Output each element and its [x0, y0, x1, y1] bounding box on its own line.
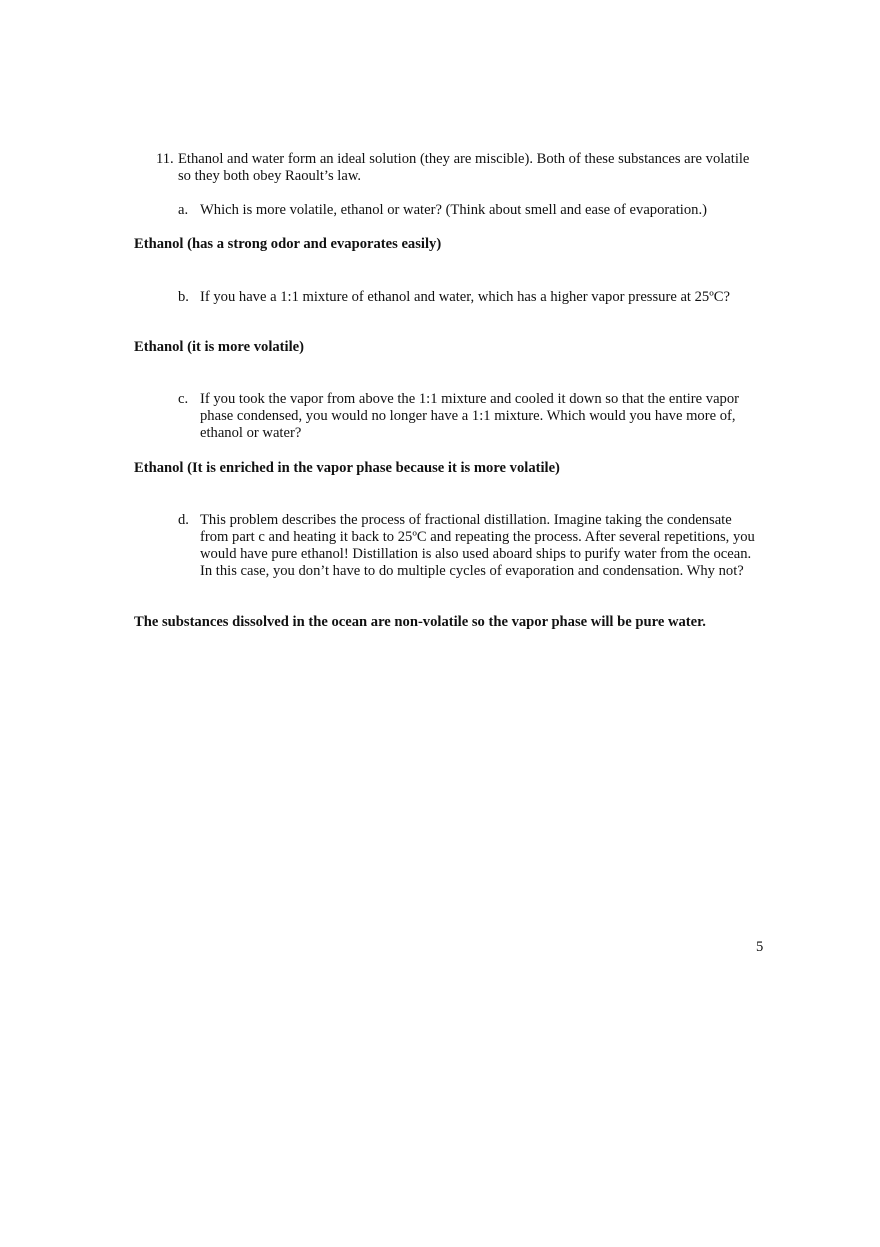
part-b-letter: b.	[178, 289, 189, 305]
part-b-text: If you have a 1:1 mixture of ethanol and water, which has a higher vapor pressure at 25ºC?	[200, 289, 730, 305]
page-number: 5	[756, 939, 764, 955]
question-text: Ethanol and water form an ideal solution (they are miscible). Both of these substances are volatile so they both obey Raoult’s law.	[178, 151, 750, 184]
part-d	[178, 512, 758, 580]
part-c-letter: c.	[178, 391, 189, 407]
answer-d: The substances dissolved in the ocean are non-volatile so the vapor phase will be pure water.	[134, 614, 706, 630]
part-a-letter: a.	[178, 202, 189, 218]
question-11	[156, 151, 756, 185]
answer-c: Ethanol (It is enriched in the vapor phase because it is more volatile)	[134, 460, 560, 476]
part-d-letter: d.	[178, 512, 189, 528]
question-number: 11.	[156, 151, 174, 167]
answer-b: Ethanol (it is more volatile)	[134, 339, 304, 355]
part-b	[178, 289, 758, 306]
answer-a: Ethanol (has a strong odor and evaporates easily)	[134, 236, 442, 252]
part-d-text: This problem describes the process of fractional distillation. Imagine taking the condensate from part c and heating it back to 25ºC and repeating the process. After several repetitions, you would have pure ethanol! Distillation is also used aboard ships to purify water from the ocean. In this case, you don’t have to do multiple cycles of evaporation and condensation. Why not?	[200, 512, 755, 579]
part-c	[178, 391, 758, 442]
part-c-text: If you took the vapor from above the 1:1 mixture and cooled it down so that the entire vapor phase condensed, you would no longer have a 1:1 mixture. Which would you have more of, ethanol or water?	[200, 391, 740, 441]
part-a	[178, 202, 758, 219]
part-a-text: Which is more volatile, ethanol or water? (Think about smell and ease of evaporation.)	[200, 202, 707, 218]
